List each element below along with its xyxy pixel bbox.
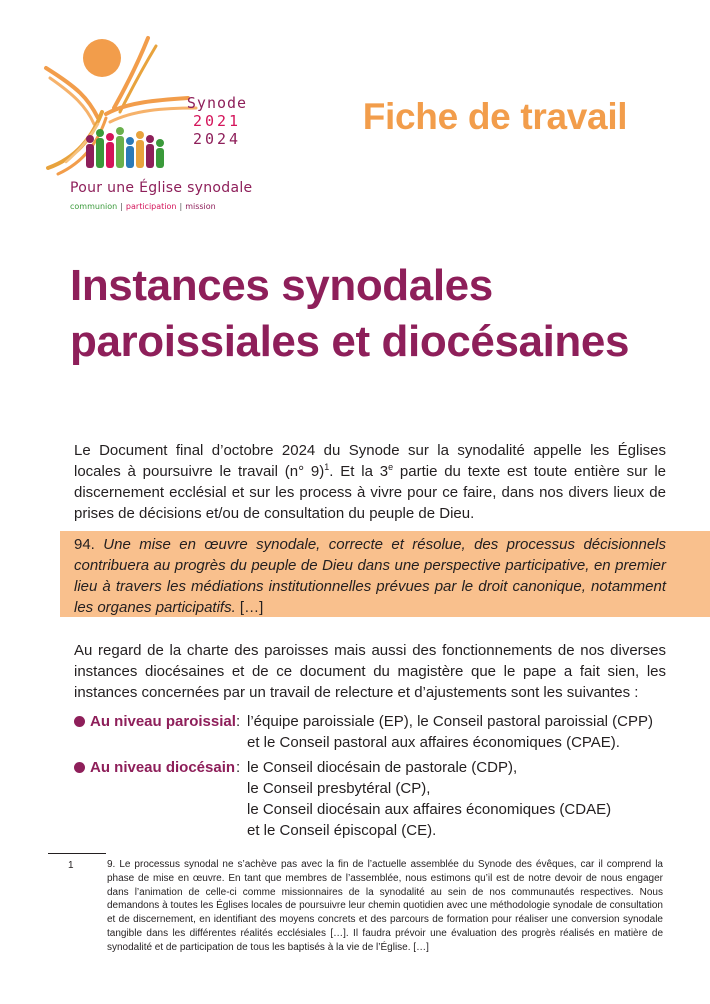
logo-tagline: Pour une Église synodale: [70, 180, 253, 196]
level-item-line: et le Conseil pastoral aux affaires économiques (CPAE).: [247, 734, 620, 751]
logo-year-start: 2021: [192, 112, 242, 130]
quote-ellipsis: […]: [239, 599, 264, 616]
level-colon: :: [236, 759, 241, 776]
quote-block: [60, 531, 710, 617]
footnote-number: 1: [68, 860, 74, 871]
level-item-line: l’équipe paroissiale (EP), le Conseil pastoral paroissial (CPP): [247, 713, 654, 730]
level-label: Au niveau diocésain: [90, 759, 236, 776]
level-item-line: le Conseil presbytéral (CP),: [247, 780, 431, 797]
pillar-mission: mission: [185, 202, 216, 211]
footnote-divider: [48, 853, 106, 854]
level-item-line: le Conseil diocésain de pastorale (CDP),: [247, 759, 518, 776]
level-item-line: et le Conseil épiscopal (CE).: [247, 822, 437, 839]
level-items: [247, 757, 611, 841]
sun-shape: [83, 39, 121, 77]
intro-text-part3: partie du texte est toute entière sur le discernement ecclésial et sur les process à vivre pour ce faire, dans nos divers lieux de prises de décisions et/ou de consultation du peuple de Dieu.: [74, 463, 666, 522]
intro-text-part2: . Et la 3: [329, 463, 389, 480]
quote-paragraph: [74, 534, 666, 618]
pillar-separator: |: [120, 202, 123, 211]
bullet-icon: [74, 716, 85, 727]
level-item-line: le Conseil diocésain aux affaires économiques (CDAE): [247, 801, 612, 818]
quote-text: Une mise en œuvre synodale, correcte et résolue, des processus décisionnels contribuera au progrès du peuple de Dieu dans une perspective participative, en premier lieu à travers les médiations institutionnelles prévues par le droit canonique, notamment les organes participatifs.: [74, 536, 666, 616]
pillar-separator: |: [179, 202, 183, 211]
intro-paragraph: [74, 440, 666, 524]
level-items: [247, 711, 653, 753]
level-colon: :: [236, 713, 241, 730]
pillar-communion: communion: [70, 202, 118, 211]
people-crowd: [86, 127, 164, 168]
logo-year-end: 2024: [192, 130, 242, 148]
body-paragraph: Au regard de la charte des paroisses mais aussi des fonctionnements de nos diverses instances diocésaines et de ce document du magistère que le pape a fait sien, les instances concernées par un travail de relecture et d’ajustements sont les suivantes :: [74, 642, 666, 701]
sheet-type-label: Fiche de travail: [362, 96, 628, 137]
synod-logo: [28, 28, 264, 218]
level-label: Au niveau paroissial: [90, 713, 236, 730]
quote-number: 94.: [74, 536, 95, 553]
pillar-participation: participation: [125, 202, 177, 211]
bullet-icon: [74, 762, 85, 773]
title-line-2: paroissiales et diocésaines: [70, 317, 630, 366]
ordinal-suffix: e: [388, 462, 394, 472]
intro-text-part1: Le Document final d’octobre 2024 du Synode sur la synodalité appelle les Églises locales à poursuivre le travail (n° 9): [74, 442, 666, 480]
logo-pillars: [70, 202, 216, 211]
footnote-text: 9. Le processus synodal ne s’achève pas avec la fin de l’actuelle assemblée du Synode des évêques, car il comprend la phase de mise en œuvre. En tant que membres de l’assemblée, nous estimons qu’il est de notre devoir de nous engager dans l’animation de celle-ci comme missionnaires de la synodalité au sein de nos communautés respectives. Nous demandons à toutes les Églises locales de poursuivre leur chemin quotidien avec une méthodologie synodale de consultation et de discernement, en identifiant des moyens concrets et des parcours de formation pour réaliser une conversion synodale tangible dans les différentes réalités ecclésiales […]. Il faudra prévoir une évaluation des progrès réalisés en matière de synodalité et de participation de tous les baptisés à la vie de l’Église. […]: [107, 859, 663, 953]
title-line-1: Instances synodales: [70, 261, 493, 310]
document-title: [70, 258, 690, 370]
footnote-reference[interactable]: 1: [324, 462, 330, 472]
logo-synode-word: Synode: [186, 94, 248, 112]
logo-wordmark: [172, 94, 262, 148]
